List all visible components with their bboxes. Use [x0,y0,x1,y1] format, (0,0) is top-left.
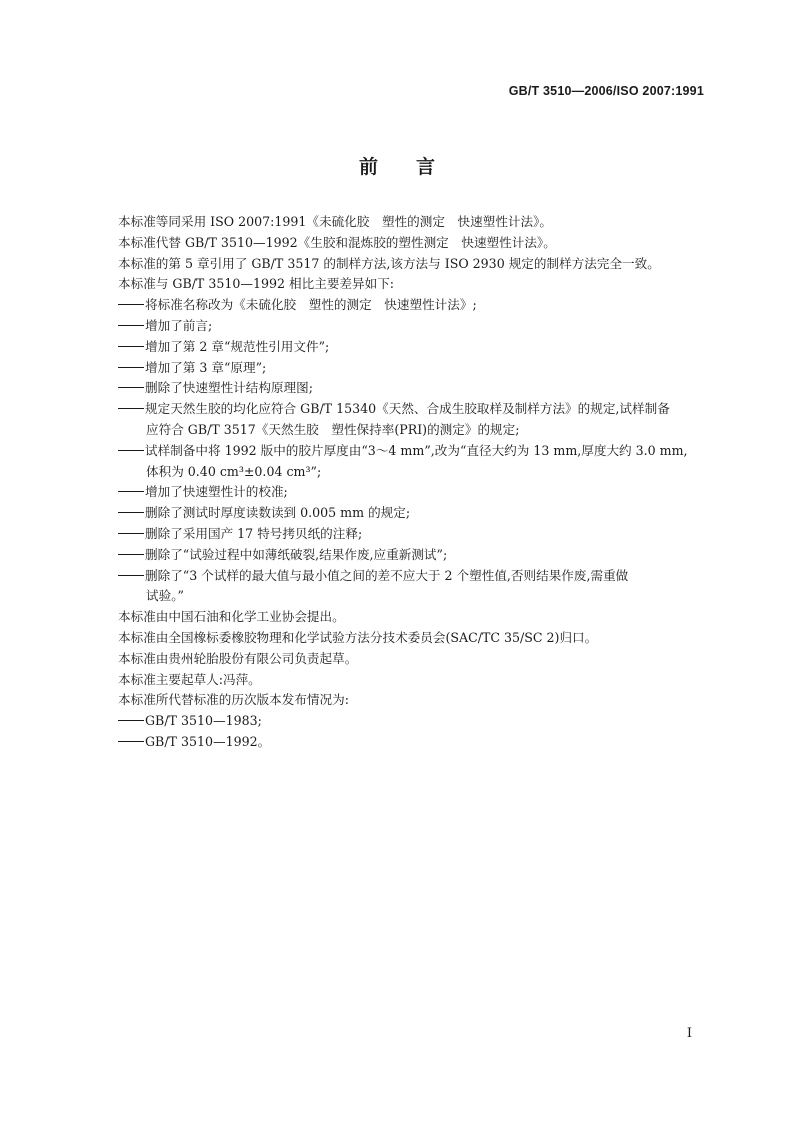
line-text: 试验。” [146,588,184,604]
standard-code-header: GB/T 3510—2006/ISO 2007:1991 [508,84,704,98]
line-text: GB/T 3510—1983; [145,713,262,729]
paragraph-line [118,254,706,275]
line-text: 删除了测试时厚度读数读到 0.005 mm 的规定; [145,505,411,521]
em-dash-bullet [118,720,144,721]
line-text: 增加了第 2 章“规范性引用文件”; [145,338,330,354]
list-item [118,358,706,379]
line-text: 本标准由贵州轮胎股份有限公司负责起草。 [118,650,358,666]
line-text: 删除了快速塑性计结构原理图; [145,380,313,396]
em-dash-bullet [118,304,144,305]
list-item-continuation [118,420,706,441]
list-item [118,399,706,420]
paragraph-line [118,274,706,295]
list-item [118,441,706,462]
line-text: 体积为 0.40 cm³±0.04 cm³”; [146,463,322,479]
foreword-body [118,212,706,753]
list-item [118,482,706,503]
em-dash-bullet [118,450,144,451]
paragraph-line [118,628,706,649]
line-text: 规定天然生胶的均化应符合 GB/T 15340《天然、合成生胶取样及制样方法》的规定,试样制备 [145,401,670,417]
line-text: 本标准代替 GB/T 3510—1992《生胶和混炼胶的塑性测定 快速塑性计法》。 [118,234,556,250]
list-item-continuation [118,586,706,607]
em-dash-bullet [118,533,144,534]
list-item [118,503,706,524]
list-item [118,337,706,358]
paragraph-line [118,649,706,670]
line-text: 删除了采用国产 17 特号拷贝纸的注释; [145,525,363,541]
list-item [118,524,706,545]
list-item [118,316,706,337]
line-text: 删除了“试验过程中如薄纸破裂,结果作废,应重新测试”; [145,546,448,562]
em-dash-bullet [118,554,144,555]
line-text: GB/T 3510—1992。 [145,733,271,749]
list-item [118,545,706,566]
line-text: 本标准的第 5 章引用了 GB/T 3517 的制样方法,该方法与 ISO 2930 规定的制样方法完全一致。 [118,255,660,271]
list-item [118,711,706,732]
list-item [118,566,706,587]
paragraph-line [118,607,706,628]
list-item [118,732,706,753]
line-text: 增加了前言; [145,317,213,333]
em-dash-bullet [118,325,144,326]
line-text: 本标准等同采用 ISO 2007:1991《未硫化胶 塑性的测定 快速塑性计法》。 [118,214,553,229]
line-text: 增加了快速塑性计的校准; [145,484,288,500]
line-text: 试样制备中将 1992 版中的胶片厚度由“3～4 mm”,改为“直径大约为 13 mm,厚度大约 3.0 mm, [145,442,688,458]
page-title: 前言 [358,156,473,178]
page-number: I [686,1026,692,1041]
line-text: 删除了“3 个试样的最大值与最小值之间的差不应大于 2 个塑性值,否则结果作废,需重做 [145,567,629,583]
line-text: 本标准主要起草人:冯萍。 [118,671,261,687]
line-text: 本标准所代替标准的历次版本发布情况为: [118,692,349,708]
em-dash-bullet [118,408,144,409]
paragraph-line [118,212,706,233]
list-item [118,295,706,316]
line-text: 应符合 GB/T 3517《天然生胶 塑性保持率(PRI)的测定》的规定; [146,421,520,437]
em-dash-bullet [118,575,144,576]
em-dash-bullet [118,346,144,347]
paragraph-line [118,233,706,254]
em-dash-bullet [118,491,144,492]
em-dash-bullet [118,512,144,513]
paragraph-line [118,670,706,691]
em-dash-bullet [118,741,144,742]
list-item-continuation [118,462,706,483]
line-text: 增加了第 3 章“原理”; [145,359,267,375]
em-dash-bullet [118,367,144,368]
list-item [118,378,706,399]
line-text: 本标准由中国石油和化学工业协会提出。 [118,609,345,625]
paragraph-line [118,690,706,711]
line-text: 将标准名称改为《未硫化胶 塑性的测定 快速塑性计法》; [145,297,477,313]
line-text: 本标准由全国橡标委橡胶物理和化学试验方法分技术委员会(SAC/TC 35/SC 2)归口。 [118,629,598,645]
line-text: 本标准与 GB/T 3510—1992 相比主要差异如下: [118,276,395,292]
em-dash-bullet [118,387,144,388]
